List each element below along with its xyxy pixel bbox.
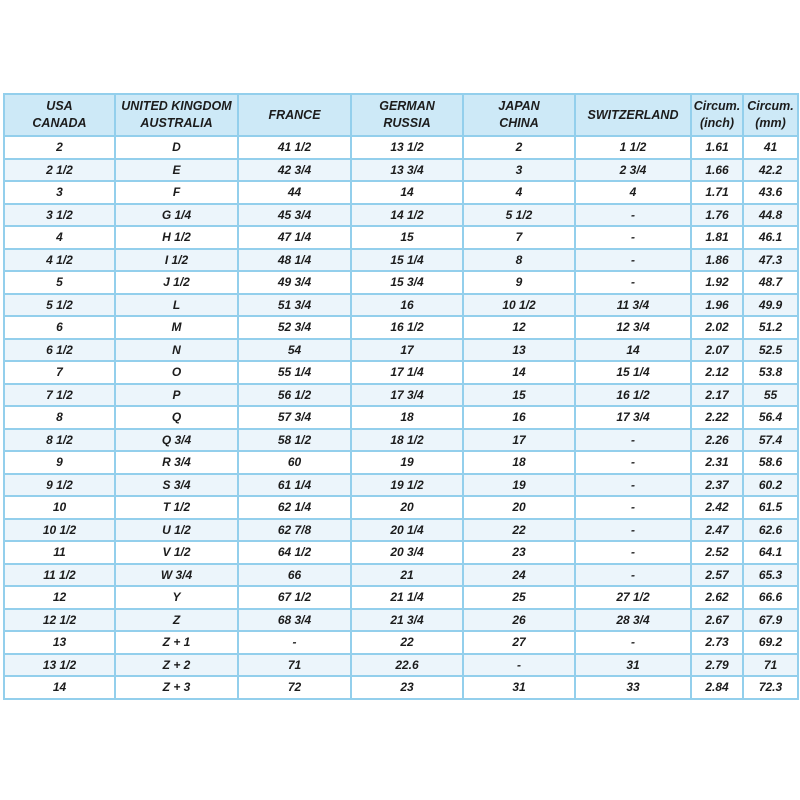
cell: 10 (4, 496, 115, 519)
cell: 18 (351, 406, 463, 429)
cell: 2.57 (691, 564, 743, 587)
cell: 16 1/2 (575, 384, 691, 407)
cell: 6 1/2 (4, 339, 115, 362)
cell: - (575, 519, 691, 542)
cell: N (115, 339, 238, 362)
ring-size-table (3, 93, 799, 700)
cell: 2.79 (691, 654, 743, 677)
cell: 46.1 (743, 226, 798, 249)
cell: - (575, 204, 691, 227)
cell: 11 (4, 541, 115, 564)
cell: P (115, 384, 238, 407)
column-header-0 (4, 94, 115, 136)
cell: 8 (463, 249, 575, 272)
cell: 41 (743, 136, 798, 159)
cell: 62.6 (743, 519, 798, 542)
cell: 51 3/4 (238, 294, 351, 317)
cell: 18 (463, 451, 575, 474)
cell: 1.66 (691, 159, 743, 182)
cell: 15 (351, 226, 463, 249)
cell: 2 (463, 136, 575, 159)
cell: 8 (4, 406, 115, 429)
cell: 25 (463, 586, 575, 609)
cell: 12 3/4 (575, 316, 691, 339)
cell: 22 (463, 519, 575, 542)
cell: 5 1/2 (463, 204, 575, 227)
cell: 71 (743, 654, 798, 677)
table-row (4, 519, 798, 542)
table-body (4, 136, 798, 699)
cell: 14 (4, 676, 115, 699)
cell: 5 1/2 (4, 294, 115, 317)
cell: 2.22 (691, 406, 743, 429)
cell: 2.52 (691, 541, 743, 564)
cell: O (115, 361, 238, 384)
cell: 65.3 (743, 564, 798, 587)
cell: 69.2 (743, 631, 798, 654)
cell: 20 3/4 (351, 541, 463, 564)
table-row (4, 609, 798, 632)
cell: 41 1/2 (238, 136, 351, 159)
cell: 31 (463, 676, 575, 699)
table-row (4, 159, 798, 182)
table-row (4, 204, 798, 227)
column-header-6 (691, 94, 743, 136)
cell: 72.3 (743, 676, 798, 699)
cell: 13 (4, 631, 115, 654)
cell: 7 1/2 (4, 384, 115, 407)
cell: 14 (575, 339, 691, 362)
cell: 2.62 (691, 586, 743, 609)
cell: 62 7/8 (238, 519, 351, 542)
cell: 58 1/2 (238, 429, 351, 452)
cell: 17 1/4 (351, 361, 463, 384)
cell: 26 (463, 609, 575, 632)
cell: 2.67 (691, 609, 743, 632)
cell: L (115, 294, 238, 317)
cell: - (575, 474, 691, 497)
cell: J 1/2 (115, 271, 238, 294)
cell: 71 (238, 654, 351, 677)
column-header-1 (115, 94, 238, 136)
table-row (4, 249, 798, 272)
cell: 43.6 (743, 181, 798, 204)
cell: 68 3/4 (238, 609, 351, 632)
table-row (4, 294, 798, 317)
cell: 13 1/2 (4, 654, 115, 677)
cell: 23 (463, 541, 575, 564)
cell: 15 (463, 384, 575, 407)
cell: 1 1/2 (575, 136, 691, 159)
column-header-line1: UNITED KINGDOM (121, 99, 232, 114)
cell: Z + 1 (115, 631, 238, 654)
table-row (4, 406, 798, 429)
cell: 60.2 (743, 474, 798, 497)
cell: 45 3/4 (238, 204, 351, 227)
cell: - (575, 249, 691, 272)
cell: 23 (351, 676, 463, 699)
cell: 2.26 (691, 429, 743, 452)
cell: 10 1/2 (4, 519, 115, 542)
cell: 15 1/4 (575, 361, 691, 384)
cell: 13 1/2 (351, 136, 463, 159)
table-row (4, 451, 798, 474)
cell: V 1/2 (115, 541, 238, 564)
cell: 2 3/4 (575, 159, 691, 182)
cell: R 3/4 (115, 451, 238, 474)
cell: Y (115, 586, 238, 609)
column-header-line1: FRANCE (268, 107, 321, 122)
cell: 64 1/2 (238, 541, 351, 564)
cell: G 1/4 (115, 204, 238, 227)
column-header-line2: (mm) (755, 116, 786, 130)
cell: 19 (351, 451, 463, 474)
cell: 52.5 (743, 339, 798, 362)
column-header-line1: JAPAN (498, 99, 540, 114)
column-header-line1: GERMAN (379, 99, 435, 114)
cell: 12 (463, 316, 575, 339)
table-header (4, 94, 798, 136)
cell: 55 1/4 (238, 361, 351, 384)
cell: 4 1/2 (4, 249, 115, 272)
cell: 9 1/2 (4, 474, 115, 497)
cell: 2 1/2 (4, 159, 115, 182)
cell: 16 (351, 294, 463, 317)
cell: T 1/2 (115, 496, 238, 519)
cell: - (575, 271, 691, 294)
cell: 21 3/4 (351, 609, 463, 632)
cell: 3 (463, 159, 575, 182)
cell: 2.42 (691, 496, 743, 519)
column-header-line1: Circum. (747, 99, 794, 114)
cell: 21 (351, 564, 463, 587)
column-header-5 (575, 94, 691, 136)
cell: 13 (463, 339, 575, 362)
cell: 66.6 (743, 586, 798, 609)
cell: 2.47 (691, 519, 743, 542)
cell: 58.6 (743, 451, 798, 474)
cell: 14 1/2 (351, 204, 463, 227)
cell: 19 (463, 474, 575, 497)
cell: 56 1/2 (238, 384, 351, 407)
cell: H 1/2 (115, 226, 238, 249)
table-row (4, 226, 798, 249)
cell: 1.96 (691, 294, 743, 317)
cell: 4 (4, 226, 115, 249)
header-row (4, 94, 798, 136)
table-row (4, 271, 798, 294)
cell: 7 (4, 361, 115, 384)
cell: 20 (463, 496, 575, 519)
cell: 31 (575, 654, 691, 677)
column-header-2 (238, 94, 351, 136)
cell: 53.8 (743, 361, 798, 384)
cell: - (575, 226, 691, 249)
cell: 22.6 (351, 654, 463, 677)
cell: 27 (463, 631, 575, 654)
cell: 17 (351, 339, 463, 362)
column-header-7 (743, 94, 798, 136)
cell: 61.5 (743, 496, 798, 519)
table-row (4, 361, 798, 384)
cell: - (575, 631, 691, 654)
cell: D (115, 136, 238, 159)
cell: 15 3/4 (351, 271, 463, 294)
column-header-line1: SWITZERLAND (587, 107, 679, 122)
cell: 2.17 (691, 384, 743, 407)
cell: 48.7 (743, 271, 798, 294)
cell: 61 1/4 (238, 474, 351, 497)
cell: 54 (238, 339, 351, 362)
cell: 28 3/4 (575, 609, 691, 632)
cell: 47 1/4 (238, 226, 351, 249)
cell: 24 (463, 564, 575, 587)
cell: 17 3/4 (351, 384, 463, 407)
cell: 17 3/4 (575, 406, 691, 429)
cell: 11 1/2 (4, 564, 115, 587)
cell: 2.07 (691, 339, 743, 362)
cell: 27 1/2 (575, 586, 691, 609)
column-header-3 (351, 94, 463, 136)
cell: 10 1/2 (463, 294, 575, 317)
cell: Q (115, 406, 238, 429)
cell: 44 (238, 181, 351, 204)
cell: 17 (463, 429, 575, 452)
cell: 57.4 (743, 429, 798, 452)
cell: 14 (463, 361, 575, 384)
table-row (4, 564, 798, 587)
cell: Z + 3 (115, 676, 238, 699)
cell: E (115, 159, 238, 182)
cell: 22 (351, 631, 463, 654)
table-row (4, 339, 798, 362)
table-row (4, 316, 798, 339)
column-header-line1: Circum. (693, 99, 741, 114)
cell: 14 (351, 181, 463, 204)
cell: I 1/2 (115, 249, 238, 272)
cell: - (575, 541, 691, 564)
cell: 64.1 (743, 541, 798, 564)
cell: 3 1/2 (4, 204, 115, 227)
cell: 4 (463, 181, 575, 204)
cell: 47.3 (743, 249, 798, 272)
cell: - (575, 496, 691, 519)
cell: - (575, 429, 691, 452)
cell: 48 1/4 (238, 249, 351, 272)
cell: U 1/2 (115, 519, 238, 542)
column-header-line2: (inch) (699, 116, 735, 130)
cell: 2 (4, 136, 115, 159)
cell: 12 1/2 (4, 609, 115, 632)
cell: 56.4 (743, 406, 798, 429)
cell: 1.61 (691, 136, 743, 159)
cell: 6 (4, 316, 115, 339)
cell: 2.02 (691, 316, 743, 339)
cell: 9 (4, 451, 115, 474)
cell: 44.8 (743, 204, 798, 227)
cell: Q 3/4 (115, 429, 238, 452)
cell: 51.2 (743, 316, 798, 339)
cell: Z (115, 609, 238, 632)
cell: 42 3/4 (238, 159, 351, 182)
table-row (4, 136, 798, 159)
cell: 49 3/4 (238, 271, 351, 294)
cell: 67 1/2 (238, 586, 351, 609)
cell: 42.2 (743, 159, 798, 182)
cell: 1.92 (691, 271, 743, 294)
column-header-line2: AUSTRALIA (140, 116, 213, 130)
cell: 7 (463, 226, 575, 249)
table-row (4, 654, 798, 677)
cell: W 3/4 (115, 564, 238, 587)
cell: 16 1/2 (351, 316, 463, 339)
cell: F (115, 181, 238, 204)
cell: - (575, 451, 691, 474)
table-row (4, 384, 798, 407)
cell: 2.12 (691, 361, 743, 384)
table-row (4, 586, 798, 609)
table-row (4, 676, 798, 699)
cell: 2.31 (691, 451, 743, 474)
table-row (4, 474, 798, 497)
table-row (4, 496, 798, 519)
cell: 67.9 (743, 609, 798, 632)
cell: 2.73 (691, 631, 743, 654)
cell: 49.9 (743, 294, 798, 317)
cell: M (115, 316, 238, 339)
column-header-line2: RUSSIA (383, 116, 431, 130)
cell: 16 (463, 406, 575, 429)
cell: 66 (238, 564, 351, 587)
cell: 72 (238, 676, 351, 699)
cell: Z + 2 (115, 654, 238, 677)
cell: 13 3/4 (351, 159, 463, 182)
column-header-line1: USA (46, 99, 73, 114)
table-row (4, 181, 798, 204)
column-header-line2: CANADA (32, 116, 87, 130)
cell: 11 3/4 (575, 294, 691, 317)
cell: S 3/4 (115, 474, 238, 497)
cell: 8 1/2 (4, 429, 115, 452)
table-row (4, 541, 798, 564)
cell: 55 (743, 384, 798, 407)
cell: 2.84 (691, 676, 743, 699)
column-header-line2: CHINA (499, 116, 539, 130)
table-row (4, 631, 798, 654)
cell: 20 (351, 496, 463, 519)
cell: 2.37 (691, 474, 743, 497)
cell: 21 1/4 (351, 586, 463, 609)
cell: 1.81 (691, 226, 743, 249)
cell: 57 3/4 (238, 406, 351, 429)
table-row (4, 429, 798, 452)
cell: 62 1/4 (238, 496, 351, 519)
cell: 1.71 (691, 181, 743, 204)
cell: 52 3/4 (238, 316, 351, 339)
cell: - (575, 564, 691, 587)
cell: 5 (4, 271, 115, 294)
cell: 3 (4, 181, 115, 204)
cell: 19 1/2 (351, 474, 463, 497)
cell: 20 1/4 (351, 519, 463, 542)
cell: - (463, 654, 575, 677)
cell: 60 (238, 451, 351, 474)
cell: 18 1/2 (351, 429, 463, 452)
cell: 15 1/4 (351, 249, 463, 272)
cell: 1.86 (691, 249, 743, 272)
cell: 1.76 (691, 204, 743, 227)
column-header-4 (463, 94, 575, 136)
cell: 4 (575, 181, 691, 204)
cell: 9 (463, 271, 575, 294)
cell: 33 (575, 676, 691, 699)
cell: 12 (4, 586, 115, 609)
cell: - (238, 631, 351, 654)
